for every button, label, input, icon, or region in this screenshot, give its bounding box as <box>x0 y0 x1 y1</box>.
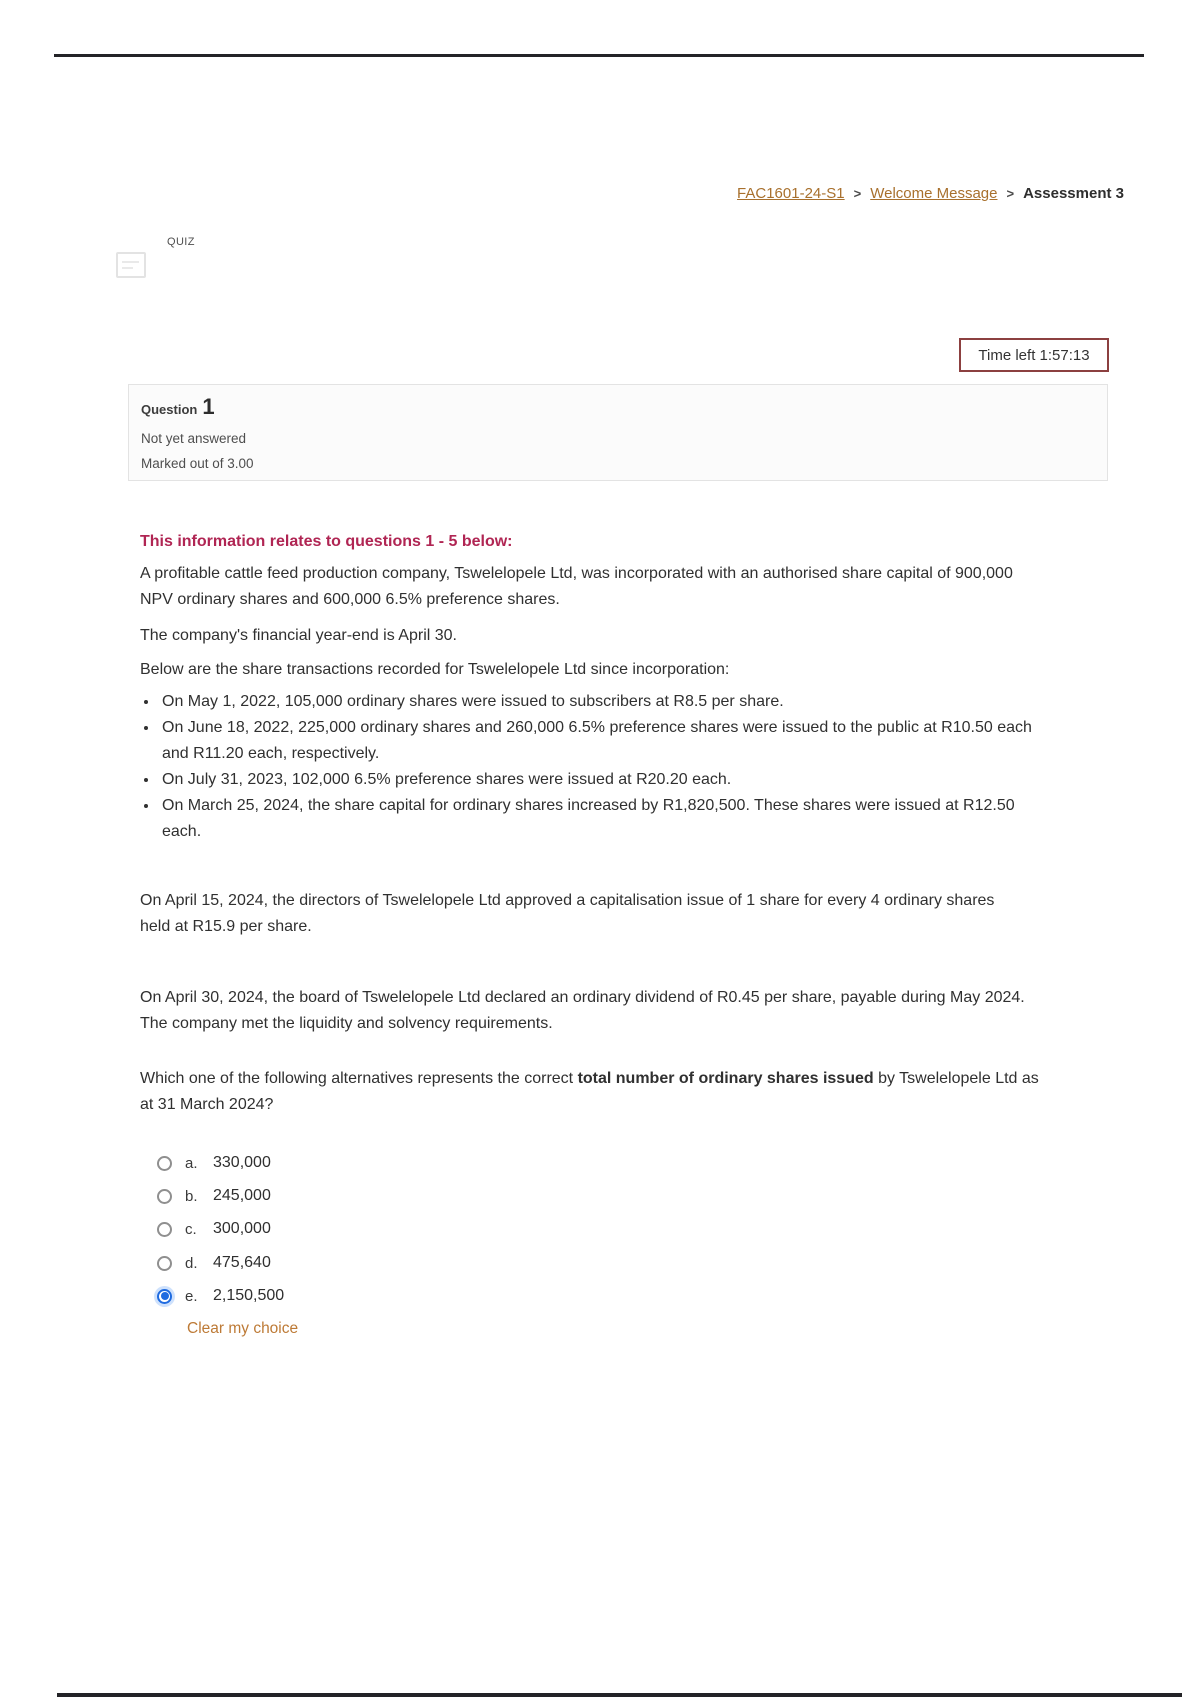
paragraph-line: The company met the liquidity and solvency requirements. <box>140 1015 553 1032</box>
top-divider <box>54 54 1144 57</box>
option-value: 475,640 <box>213 1254 271 1271</box>
paragraph-capitalisation <box>140 888 1080 940</box>
radio-button[interactable] <box>157 1222 172 1237</box>
question-prefix: Which one of the following alternatives represents the correct <box>140 1070 578 1087</box>
breadcrumb-link-course[interactable]: FAC1601-24-S1 <box>737 185 845 202</box>
radio-button[interactable] <box>157 1256 172 1271</box>
option-letter: a. <box>185 1154 198 1172</box>
quiz-document-icon <box>116 252 146 278</box>
clear-choice-link[interactable]: Clear my choice <box>187 1320 299 1337</box>
question-number: 1 <box>202 394 215 419</box>
bullet-item <box>159 767 1080 793</box>
bullet-line: and R11.20 each, respectively. <box>162 745 380 762</box>
bullet-item <box>159 793 1080 845</box>
bullet-item <box>159 715 1080 767</box>
question-status: Not yet answered <box>141 431 247 446</box>
answer-option-a[interactable] <box>157 1152 271 1174</box>
option-letter: d. <box>185 1254 198 1272</box>
quiz-label: QUIZ <box>167 236 195 248</box>
paragraph-dividend <box>140 985 1080 1037</box>
bullet-line: • On June 18, 2022, 225,000 ordinary shares and 260,000 6.5% preference shares were issued to the public at R10.50 each <box>162 719 1032 736</box>
paragraph-line: On April 30, 2024, the board of Tswelelopele Ltd declared an ordinary dividend of R0.45 per share, payable during May 2024. <box>140 989 1025 1006</box>
bullet-line: each. <box>162 823 202 840</box>
question-line <box>140 1066 1080 1092</box>
paragraph-line: held at R15.9 per share. <box>140 918 312 935</box>
option-value: 300,000 <box>213 1220 271 1237</box>
answer-option-e[interactable] <box>157 1285 284 1307</box>
paragraph-transactions-intro: Below are the share transactions recorded for Tswelelopele Ltd since incorporation: <box>140 661 730 678</box>
bullet-line: • On July 31, 2023, 102,000 6.5% preference shares were issued at R20.20 each. <box>162 771 732 788</box>
bullet-item <box>159 689 1080 715</box>
bullet-list <box>140 689 1080 845</box>
breadcrumb-link-welcome-message[interactable]: Welcome Message <box>870 185 998 202</box>
timer-text: Time left 1:57:13 <box>978 346 1090 364</box>
quiz-timer <box>959 338 1109 372</box>
radio-button[interactable] <box>157 1189 172 1204</box>
breadcrumb-separator: > <box>853 186 862 201</box>
option-value: 2,150,500 <box>213 1287 285 1304</box>
quiz-icon-line <box>122 261 139 263</box>
paragraph-incorporation <box>140 561 1080 613</box>
quiz-icon-line <box>122 267 133 269</box>
answer-option-b[interactable] <box>157 1185 271 1207</box>
option-value: 245,000 <box>213 1187 271 1204</box>
answer-option-c[interactable] <box>157 1218 271 1240</box>
option-letter: c. <box>185 1220 197 1238</box>
paragraph-line: A profitable cattle feed production company, Tswelelopele Ltd, was incorporated with an authorised share capital of 900,000 <box>140 565 1013 582</box>
question-info-panel <box>128 384 1108 481</box>
radio-button[interactable] <box>157 1156 172 1171</box>
question-word: Question <box>141 402 198 417</box>
bottom-divider <box>57 1693 1182 1697</box>
question-title <box>141 394 1107 420</box>
breadcrumb <box>737 185 1124 202</box>
question-text <box>140 1066 1080 1118</box>
question-suffix: by Tswelelopele Ltd as <box>873 1070 1039 1087</box>
option-letter: b. <box>185 1187 198 1205</box>
breadcrumb-separator: > <box>1006 186 1015 201</box>
paragraph-line: On April 15, 2024, the directors of Tswelelopele Ltd approved a capitalisation issue of 1 share for every 4 ordinary shares <box>140 892 995 909</box>
question-bold-phrase: total number of ordinary shares issued <box>577 1070 874 1087</box>
radio-button[interactable] <box>157 1289 172 1304</box>
question-marks: Marked out of 3.00 <box>141 456 254 471</box>
bullet-line: • On March 25, 2024, the share capital for ordinary shares increased by R1,820,500. These shares were issued at R12.50 <box>162 797 1015 814</box>
option-letter: e. <box>185 1287 198 1305</box>
breadcrumb-current-assessment: Assessment 3 <box>1023 185 1124 202</box>
option-value: 330,000 <box>213 1154 271 1171</box>
paragraph-year-end: The company's financial year-end is April 30. <box>140 627 457 644</box>
info-heading: This information relates to questions 1 - 5 below: <box>140 533 513 550</box>
question-line: at 31 March 2024? <box>140 1096 274 1113</box>
bullet-line: • On May 1, 2022, 105,000 ordinary shares were issued to subscribers at R8.5 per share. <box>162 693 784 710</box>
answer-option-d[interactable] <box>157 1252 271 1274</box>
paragraph-line: NPV ordinary shares and 600,000 6.5% preference shares. <box>140 591 560 608</box>
